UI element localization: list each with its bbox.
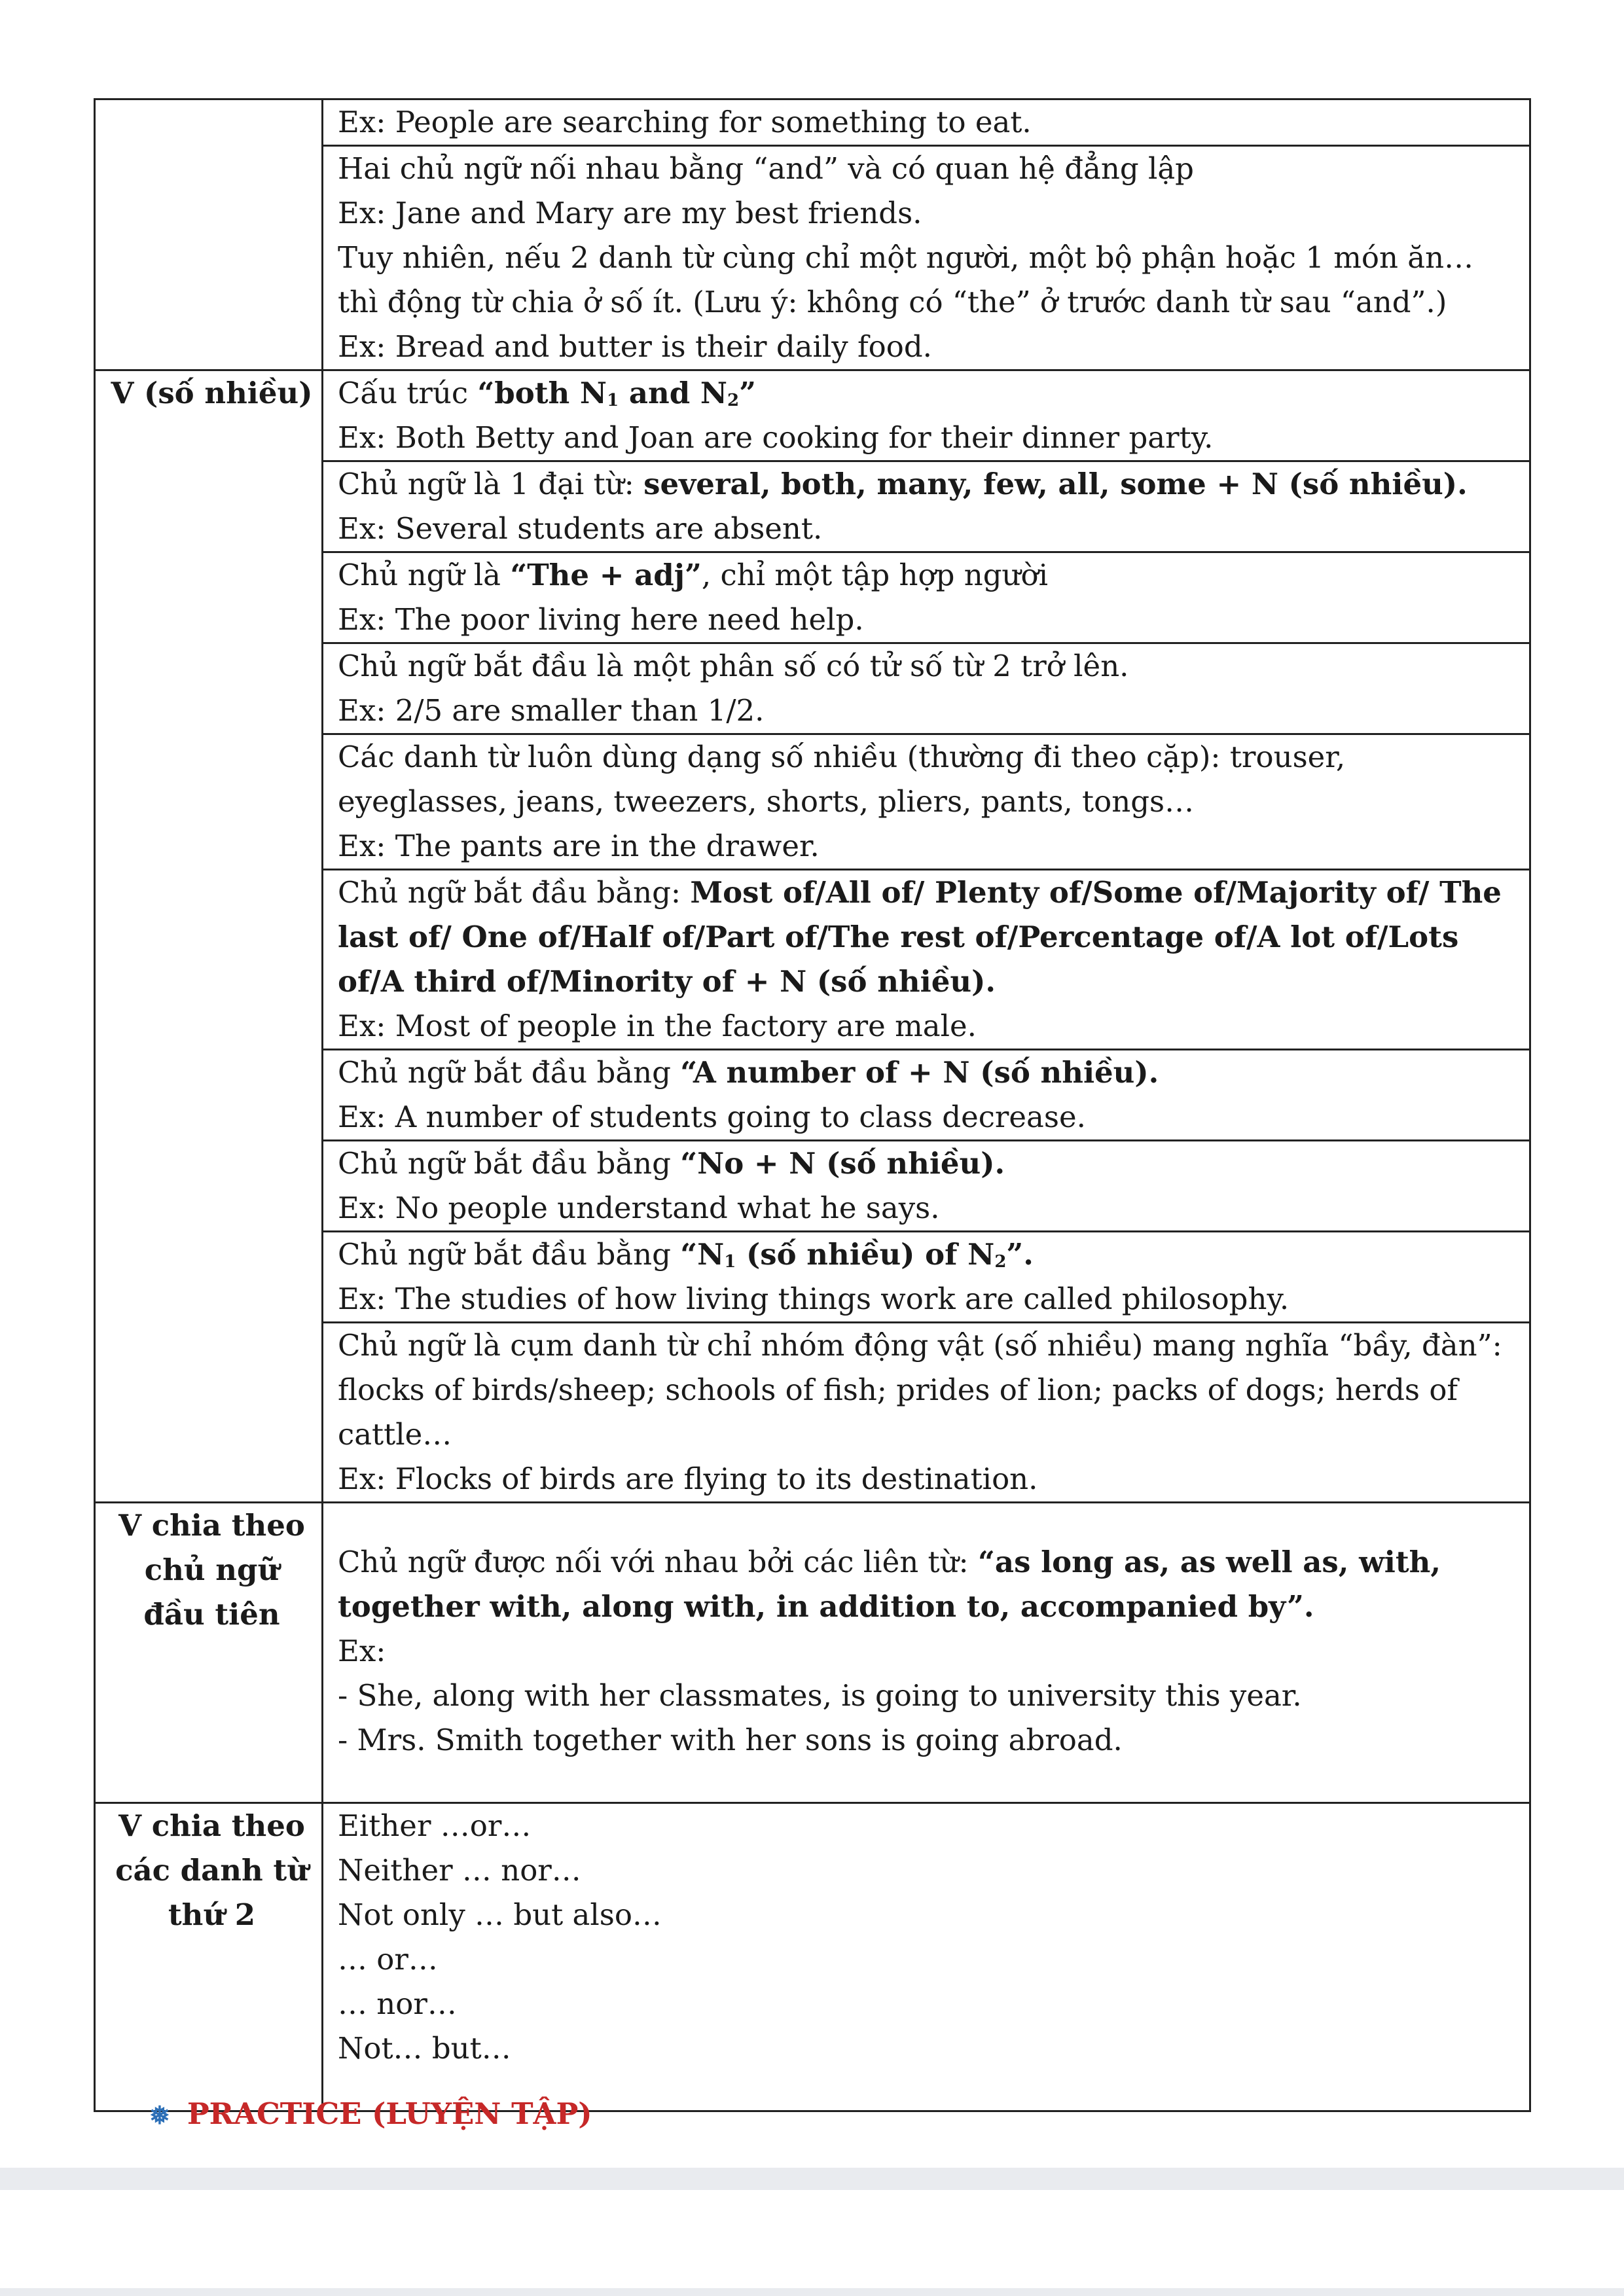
rule-text: Chủ ngữ được nối với nhau bởi các liên từ: “as long as, as well as, with, together with, along with, in addition to, accompanied by”. <box>338 1545 1441 1624</box>
example-text: Ex: Both Betty and Joan are cooking for their dinner party. <box>338 420 1214 455</box>
conjunction-item: … or… <box>338 1942 438 1977</box>
left-cell-empty <box>95 99 323 370</box>
page-gap <box>0 2288 1624 2296</box>
rule-cell <box>323 552 1530 643</box>
conjunction-item: … nor… <box>338 1986 457 2021</box>
example-text: Ex: No people understand what he says. <box>338 1191 940 1225</box>
practice-title: PRACTICE (LUYỆN TẬP) <box>187 2096 592 2131</box>
rule-text: Chủ ngữ bắt đầu bằng “A number of + N (số nhiều). <box>338 1055 1159 1090</box>
example-text: - Mrs. Smith together with her sons is going abroad. <box>338 1723 1123 1757</box>
category-label-second-noun: V chia theo các danh từ thứ 2 <box>95 1803 323 2111</box>
conjunction-item: Either …or… <box>338 1808 532 1843</box>
conjunction-item: Not only … but also… <box>338 1897 662 1932</box>
rule-cell <box>323 1803 1530 2111</box>
rule-cell <box>323 1050 1530 1141</box>
rule-text: Tuy nhiên, nếu 2 danh từ cùng chỉ một người, một bộ phận hoặc 1 món ăn… <box>338 240 1474 275</box>
rule-cell <box>323 1323 1530 1503</box>
rule-cell <box>323 146 1530 370</box>
rule-text: Chủ ngữ bắt đầu bằng “No + N (số nhiều). <box>338 1146 1005 1181</box>
rule-text: Chủ ngữ bắt đầu bằng “$N_1$ (số nhiều) of $N_2$”. <box>338 1237 1034 1272</box>
rule-cell <box>323 734 1530 870</box>
conjunction-item: Neither … nor… <box>338 1853 581 1888</box>
snowflake-icon: ❅ <box>149 2100 170 2130</box>
table-row <box>95 370 1530 461</box>
rule-cell <box>323 461 1530 552</box>
rule-text: Cấu trúc “both $N_1$ and $N_2$” <box>338 376 756 410</box>
page-gap <box>0 2168 1624 2190</box>
rule-text: Hai chủ ngữ nối nhau bằng “and” và có quan hệ đẳng lập <box>338 151 1194 186</box>
rule-cell <box>323 1232 1530 1323</box>
example-text: Ex: Several students are absent. <box>338 511 823 546</box>
example-text: - She, along with her classmates, is going to university this year. <box>338 1678 1302 1713</box>
table-row <box>95 1803 1530 2111</box>
rule-cell <box>323 1503 1530 1803</box>
rule-text: Chủ ngữ bắt đầu là một phân số có tử số từ 2 trở lên. <box>338 649 1129 683</box>
rule-cell <box>323 643 1530 734</box>
example-text: Ex: Most of people in the factory are male. <box>338 1009 977 1043</box>
example-text: Ex: The pants are in the drawer. <box>338 829 820 863</box>
rule-text: Chủ ngữ là 1 đại từ: several, both, many, few, all, some + N (số nhiều). <box>338 467 1468 501</box>
example-text: Ex: The studies of how living things work are called philosophy. <box>338 1282 1290 1316</box>
example-text: Ex: Bread and butter is their daily food. <box>338 329 932 364</box>
rule-text: Chủ ngữ bắt đầu bằng: Most of/All of/ Plenty of/Some of/Majority of/ The last of/ One of/Half of/Part of/The rest of/Percentage of/A lot of/Lots of/A third of/Minority of + N (số nhiều). <box>338 875 1502 999</box>
rule-cell <box>323 1141 1530 1232</box>
table-row <box>95 1503 1530 1803</box>
rule-text: Chủ ngữ là cụm danh từ chỉ nhóm động vật (số nhiều) mang nghĩa “bầy, đàn”: flocks of birds/sheep; schools of fish; prides of lion; packs of dogs; herds of cattle… <box>338 1328 1502 1452</box>
rule-text: Các danh từ luôn dùng dạng số nhiều (thường đi theo cặp): trouser, eyeglasses, jeans, tweezers, shorts, pliers, pants, tongs… <box>338 740 1346 819</box>
practice-heading <box>149 2092 592 2138</box>
rule-text: Chủ ngữ là “The + adj”, chỉ một tập hợp người <box>338 558 1048 592</box>
example-text: Ex: A number of students going to class decrease. <box>338 1100 1086 1134</box>
table-row <box>95 99 1530 146</box>
rule-cell <box>323 870 1530 1050</box>
example-text: Ex: Flocks of birds are flying to its destination. <box>338 1462 1038 1496</box>
next-page-top <box>0 2190 1624 2288</box>
rule-cell <box>323 99 1530 146</box>
example-text: Ex: Jane and Mary are my best friends. <box>338 196 922 230</box>
example-text: Ex: 2/5 are smaller than 1/2. <box>338 693 765 728</box>
example-text: Ex: People are searching for something to eat. <box>338 105 1032 139</box>
category-label-plural: V (số nhiều) <box>95 370 323 1503</box>
example-label: Ex: <box>338 1634 386 1668</box>
example-text: Ex: The poor living here need help. <box>338 602 864 637</box>
subject-verb-agreement-table <box>94 98 1531 2112</box>
rule-text: thì động từ chia ở số ít. (Lưu ý: không có “the” ở trước danh từ sau “and”.) <box>338 285 1447 319</box>
rule-cell <box>323 370 1530 461</box>
conjunction-item: Not… but… <box>338 2031 511 2066</box>
category-label-first-subject: V chia theo chủ ngữ đầu tiên <box>95 1503 323 1803</box>
